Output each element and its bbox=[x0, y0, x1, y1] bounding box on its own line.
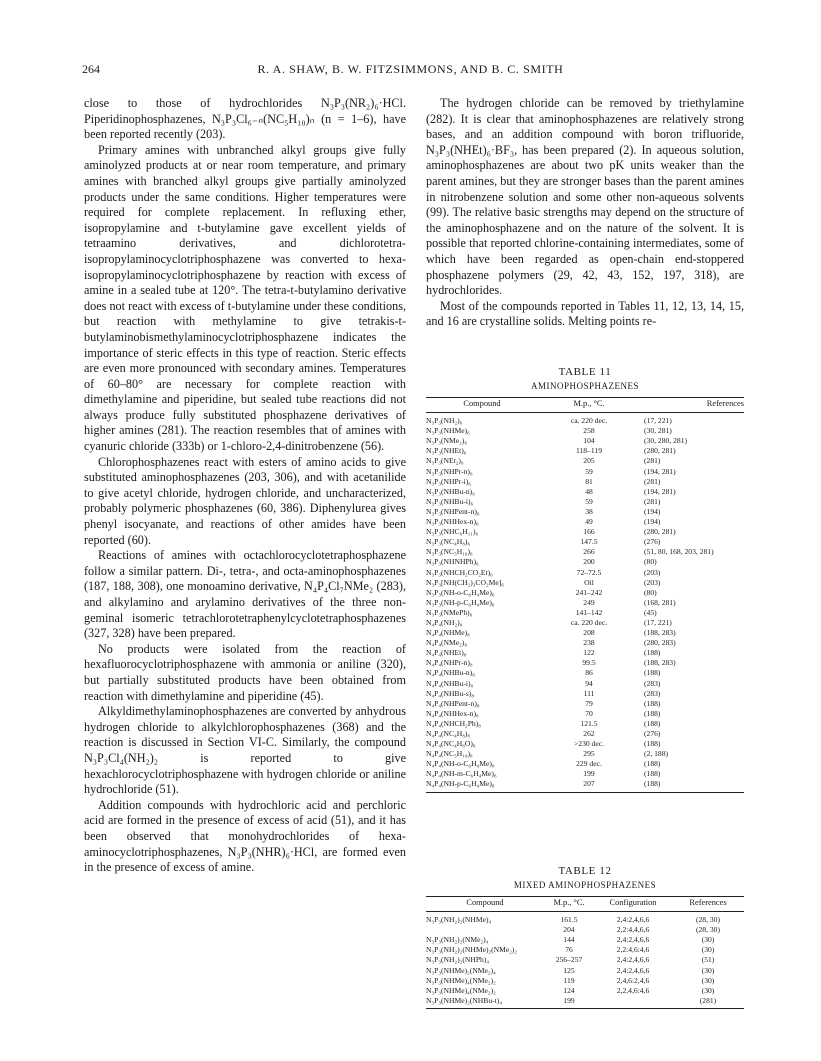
table-cell: N₄P₄(NH-m-C₆H₄Me)₈ bbox=[426, 769, 497, 779]
table-row bbox=[426, 759, 744, 769]
table-row bbox=[426, 668, 744, 678]
table-cell: N₄P₄(NMe₂)₈ bbox=[426, 638, 467, 648]
table-cell: (281) bbox=[644, 476, 661, 486]
table-cell: (17, 221) bbox=[644, 617, 672, 627]
table-cell: (280, 283) bbox=[644, 638, 676, 648]
table-row bbox=[426, 648, 744, 658]
table-cell: 125 bbox=[563, 965, 575, 975]
table-row bbox=[426, 456, 744, 466]
table-row bbox=[426, 679, 744, 689]
table-cell: N₄P₄(NH-p-C₆H₄Me)₈ bbox=[426, 779, 538, 792]
table-cell: N₃P₃(NH₂)₂(NMe₂)₄ bbox=[426, 935, 489, 945]
table-cell: N₃P₃(NH-p-C₆H₄Me)₆ bbox=[426, 597, 495, 607]
table-cell: N₄P₄(NC₄H₈O)₈ bbox=[426, 739, 476, 749]
table-cell: N₄P₄(NH-o-C₆H₄Me)₈ bbox=[426, 759, 495, 769]
table-cell: (30) bbox=[701, 975, 715, 985]
table-row bbox=[426, 925, 744, 935]
table-cell: 76 bbox=[565, 945, 573, 955]
table-cell: 144 bbox=[563, 935, 575, 945]
table-cell: (188) bbox=[644, 668, 661, 678]
table-cell: N₃P₃(NMe₂)₆ bbox=[426, 436, 467, 446]
table-cell: N₃P₃(NC₅H₁₀)₆ bbox=[426, 547, 473, 557]
table-row bbox=[426, 557, 744, 567]
table-cell: 2,4:2,4,6,6 bbox=[616, 915, 650, 925]
table-cell: (203) bbox=[644, 577, 661, 587]
table-cell: (203) bbox=[644, 567, 661, 577]
table-cell: 205 bbox=[583, 456, 595, 466]
table-11 bbox=[426, 365, 744, 793]
table-cell: N₃P₃(NHBu-i)₆ bbox=[426, 496, 474, 506]
table-cell: (45) bbox=[644, 607, 657, 617]
table-cell: N₄P₄(NHPent-n)₈ bbox=[426, 698, 480, 708]
table-header-row bbox=[426, 398, 744, 413]
table-row bbox=[426, 497, 744, 507]
table-cell: N₄P₄(NHBu-n)₈ bbox=[426, 668, 475, 678]
table-cell: 2,4,6:2,4,6 bbox=[616, 975, 650, 985]
column-header: Compound bbox=[426, 398, 538, 413]
table-cell: (188) bbox=[644, 698, 661, 708]
column-header: References bbox=[640, 398, 744, 413]
paragraph: Primary amines with unbranched alkyl groups give fully aminolyzed products at or near room temperature, and primary amines with branched alkyl groups give partially aminolyzed products under the same conditions. Higher temperatures were required for complete replacement. In refluxing ether, isopropylamine and t-butylamine gave excellent yields of tetraamino derivatives, and dichlorotetra-isopropylaminocyclotriphosphazene was converted to hexa-isopropylaminocyclotriphosphazene by reaction with excess of amine in a sealed tube at 120°. The tetra-t-butylamino derivative does not react with excess of t-butylamine under these conditions, but reaction with methylamine to give tetrakis-t-butylaminobismethylaminocyclotriphosphazene indicates the importance of steric effects in this type of reaction. Steric effects are even more pronounced with secondary amines. Temperatures of 60–80° are necessary for complete reaction with dimethylamine and piperidine, but sealed tube reactions did not always produce fully substituted phosphazene derivatives of higher amines (281). The reaction resembles that of amines with cyanuric chloride (333b) or 1-chloro-2,4-dinitrobenzene (56). bbox=[84, 142, 406, 454]
table-row bbox=[426, 477, 744, 487]
table-cell: (281) bbox=[644, 456, 661, 466]
table-row bbox=[426, 769, 744, 779]
table-row bbox=[426, 537, 744, 547]
table-row bbox=[426, 426, 744, 436]
table-cell: N₃P₃(NHCH₂CO₂Et)₆ bbox=[426, 567, 493, 577]
table-cell: (188) bbox=[644, 739, 661, 749]
table-cell: N₃P₃(NH₂)₂(NHMe)₂(NMe₂)₂ bbox=[426, 945, 518, 955]
table-cell: 147.5 bbox=[580, 537, 598, 547]
table-cell: 72–72.5 bbox=[576, 567, 602, 577]
table-cell: N₃P₃[NH(CH₂)₃CO₂Me]₆ bbox=[426, 577, 504, 587]
table-row bbox=[426, 638, 744, 648]
column-header: M.p., °C. bbox=[538, 398, 640, 413]
table-cell: 2,4:2,4,6,6 bbox=[616, 935, 650, 945]
table-cell: (188, 283) bbox=[644, 658, 676, 668]
table-cell: 229 dec. bbox=[576, 759, 602, 769]
table-row bbox=[426, 598, 744, 608]
table-row bbox=[426, 709, 744, 719]
table-row bbox=[426, 568, 744, 578]
table-cell: N₃P₃(NH₂)₂(NHMe)₄ bbox=[426, 915, 492, 925]
table-cell: (17, 221) bbox=[644, 416, 672, 426]
left-column bbox=[84, 96, 406, 876]
table-cell: 166 bbox=[583, 527, 595, 537]
table-cell: 2,4:2,4,6,6 bbox=[616, 955, 650, 965]
table-cell: 2,4:2,4,6,6 bbox=[616, 965, 650, 975]
table-caption: MIXED AMINOPHOSPHAZENES bbox=[513, 880, 657, 890]
table-cell: 200 bbox=[583, 557, 595, 567]
paragraph: The hydrogen chloride can be removed by triethylamine (282). It is clear that aminophosphazenes are relatively strong bases, and an addition compound with boron trifluoride, N₃P₃(NHEt)₆·BF₃, has been prepared (2). In aqueous solution, aminophosphazenes are about two pK units weaker than the parent amines, but they are stronger bases than the parent amines in nitrobenzene solution and some other non-aqueous solvents (99). The relative basic strengths may depend on the structure of the aminophosphazene and on the nature of the solvent. It is possible that reported chlorine-containing intermediates, some of which have been regarded as open-chain end-stoppered phosphazene polymers (29, 42, 43, 152, 197, 318), are hydrochlorides. bbox=[426, 96, 744, 298]
table-row bbox=[426, 436, 744, 446]
table-cell: (51) bbox=[701, 955, 715, 965]
column-header: M.p., °C. bbox=[544, 897, 594, 912]
column-header: References bbox=[672, 897, 744, 912]
paragraph: Addition compounds with hydrochloric acid and perchloric acid are formed in the presence of excess of acid (51), and it has been observed that monohydrochlorides of hexa-aminocyclotriphosphazenes, N₃P₃(NHR)₆·HCl, are formed even in the presence of excess of amine. bbox=[84, 797, 406, 875]
table-cell bbox=[594, 996, 672, 1009]
table-cell: N₃P₃(NC₄H₈)₆ bbox=[426, 537, 471, 547]
table-cell: (188) bbox=[644, 769, 661, 779]
paragraph: close to those of hydrochlorides N₃P₃(NR₂)₆·HCl. Piperidinophosphazenes, N₃P₃Cl₆₋ₙ(NC₅H₁₀)ₙ (n = 1–6), have been reported recently (203). bbox=[84, 96, 406, 142]
table-cell: 2,2,4,6:4,6 bbox=[616, 985, 650, 995]
table-row bbox=[426, 658, 744, 668]
table-cell: N₄P₄(NC₄H₈)₈ bbox=[426, 729, 471, 738]
table-row bbox=[426, 935, 744, 945]
table-cell: 199 bbox=[583, 769, 595, 779]
table-row bbox=[426, 618, 744, 628]
table-cell: (188) bbox=[644, 759, 661, 769]
table-row bbox=[426, 547, 744, 557]
table-cell: 295 bbox=[583, 749, 595, 759]
table-11-body bbox=[426, 413, 744, 792]
table-cell: 48 bbox=[585, 486, 593, 496]
table-cell: 122 bbox=[583, 648, 595, 658]
table-row bbox=[426, 986, 744, 996]
table-cell: 49 bbox=[585, 517, 593, 527]
table-cell: (30) bbox=[701, 935, 715, 945]
table-row bbox=[426, 588, 744, 598]
table-cell: (168, 281) bbox=[644, 597, 676, 607]
table-cell: (30) bbox=[701, 945, 715, 955]
table-cell: (188) bbox=[644, 718, 661, 728]
table-cell: 121.5 bbox=[580, 718, 598, 728]
table-cell: N₃P₃(NHPr-i)₆ bbox=[426, 476, 471, 486]
table-cell: 2,2:4,6:4,6 bbox=[616, 945, 650, 955]
table-row bbox=[426, 976, 744, 986]
table-cell: N₄P₄(NHPr-n)₈ bbox=[426, 658, 473, 668]
table-cell: >230 dec. bbox=[573, 739, 604, 749]
table-row bbox=[426, 779, 744, 792]
paragraph: Most of the compounds reported in Tables 11, 12, 13, 14, 15, and 16 are crystalline solids. Melting points re- bbox=[426, 298, 744, 329]
table-cell: (188, 283) bbox=[644, 628, 676, 638]
table-row bbox=[426, 966, 744, 976]
table-cell: 141–142 bbox=[575, 607, 603, 617]
table-cell: (30) bbox=[701, 965, 715, 975]
table-cell: N₃P₃(NHHex-n)₆ bbox=[426, 517, 479, 527]
table-cell: (80) bbox=[644, 587, 657, 597]
table-cell: 94 bbox=[585, 678, 593, 688]
table-row bbox=[426, 955, 744, 965]
table-cell: Oil bbox=[584, 577, 594, 587]
table-cell: (194, 281) bbox=[644, 486, 676, 496]
table-row bbox=[426, 517, 744, 527]
table-cell: 241–242 bbox=[575, 587, 603, 597]
table-cell: (30) bbox=[701, 985, 715, 995]
paragraph: Chlorophosphazenes react with esters of amino acids to give substituted aminophosphazenes (203, 306), and with acetanilide to give acetyl chloride, hydrogen chloride, and uncharacterized, probably polymeric phosphazenes (60, 386). Diphenylurea gives phenyl isocyanate, and reactions of other amides have been reported (60). bbox=[84, 454, 406, 547]
table-row bbox=[426, 413, 744, 427]
table-cell: (276) bbox=[644, 729, 661, 738]
table-cell: N₃P₃(NHNHPh)₆ bbox=[426, 557, 479, 567]
table-cell: ca. 220 dec. bbox=[570, 617, 608, 627]
table-cell: N₄P₄(NHBu-i)₈ bbox=[426, 678, 474, 688]
table-cell: 238 bbox=[583, 638, 595, 648]
table-12 bbox=[426, 864, 744, 1009]
table-cell: 86 bbox=[585, 668, 593, 678]
paragraph: Alkyldimethylaminophosphazenes are converted by anhydrous hydrogen chloride to alkylchlorophosphazenes (368) and the reaction is discussed in Section VI-C. Similarly, the compound N₃P₃Cl₄(NH₂)₂ is reported to give hexachlorocyclotriphosphazene with hydrogen chloride or aniline hydrochloride (51). bbox=[84, 704, 406, 797]
column-header: Configuration bbox=[594, 897, 672, 912]
table-row bbox=[426, 578, 744, 588]
table-row bbox=[426, 729, 744, 739]
table-cell: 161.5 bbox=[560, 915, 578, 925]
table-cell: (188) bbox=[640, 779, 744, 792]
table-11-grid bbox=[426, 397, 744, 793]
table-row bbox=[426, 749, 744, 759]
table-cell: (188) bbox=[644, 708, 661, 718]
table-cell: N₃P₃(NHBu-n)₆ bbox=[426, 486, 475, 496]
table-cell bbox=[426, 925, 544, 935]
table-cell: N₃P₃(NH₂)₆ bbox=[426, 416, 463, 426]
table-cell: 2,2:4,4,6,6 bbox=[616, 925, 650, 935]
table-row bbox=[426, 467, 744, 477]
table-cell: N₃P₃(NHC₆H₁₁)₆ bbox=[426, 527, 479, 537]
table-cell: N₄P₄(NH₂)₈ bbox=[426, 617, 463, 627]
table-caption: AMINOPHOSPHAZENES bbox=[530, 381, 639, 391]
table-cell: (28, 30) bbox=[695, 915, 721, 925]
table-row bbox=[426, 527, 744, 537]
table-cell: N₃P₃(NHPent-n)₆ bbox=[426, 506, 480, 516]
table-cell: (194, 281) bbox=[644, 466, 676, 476]
table-cell: (80) bbox=[644, 557, 657, 567]
table-cell: 262 bbox=[583, 729, 595, 738]
table-cell: 204 bbox=[563, 925, 575, 935]
table-cell: N₃P₃(NHMe)₆ bbox=[426, 426, 470, 436]
table-cell: (276) bbox=[644, 537, 661, 547]
paragraph: Reactions of amines with octachlorocyclotetraphosphazene follow a similar pattern. Di-, tetra-, and octa-aminophosphazenes (187, 188, 308), one monoamino derivative, N₄P₄Cl₇NMe₂ (283), and alkylamino and arylamino derivatives of the three non-geminal isomeric tetrachlorotetraphenylcyclotetraphosphazenes (327, 328) have been prepared. bbox=[84, 548, 406, 641]
table-cell: ca. 220 dec. bbox=[570, 416, 608, 426]
table-cell: (188) bbox=[644, 648, 661, 658]
table-cell: 99.5 bbox=[582, 658, 596, 668]
table-cell: (2, 188) bbox=[644, 749, 669, 759]
table-cell: N₄P₄(NHMe)₈ bbox=[426, 628, 470, 638]
table-cell: 258 bbox=[583, 426, 595, 436]
table-cell: (51, 80, 168, 203, 281) bbox=[644, 547, 714, 557]
table-cell: N₃P₃(NHEt)₆ bbox=[426, 446, 467, 456]
table-cell: (30, 281) bbox=[644, 426, 672, 436]
table-cell: 59 bbox=[585, 496, 593, 506]
table-cell: (280, 281) bbox=[644, 446, 676, 456]
table-row bbox=[426, 719, 744, 729]
table-cell: 266 bbox=[583, 547, 595, 557]
table-row bbox=[426, 689, 744, 699]
table-cell: (30, 280, 281) bbox=[644, 436, 688, 446]
table-cell: (283) bbox=[644, 678, 661, 688]
table-cell: (194) bbox=[644, 506, 661, 516]
table-cell: 208 bbox=[583, 628, 595, 638]
table-cell: (281) bbox=[644, 496, 661, 506]
table-cell: N₃P₃(NH-o-C₆H₄Me)₆ bbox=[426, 587, 495, 597]
table-cell: 119 bbox=[563, 975, 575, 985]
table-row bbox=[426, 487, 744, 497]
page-header bbox=[82, 62, 739, 80]
table-cell: N₄P₄(NHHex-n)₈ bbox=[426, 708, 479, 718]
table-title: TABLE 11 bbox=[558, 366, 612, 378]
table-cell: 249 bbox=[583, 597, 595, 607]
table-cell: N₃P₃(NEt₂)₆ bbox=[426, 456, 464, 466]
table-cell: N₃P₃(NHPr-n)₆ bbox=[426, 466, 473, 476]
table-cell: (280, 281) bbox=[644, 527, 676, 537]
table-cell: 118–119 bbox=[575, 446, 602, 456]
table-row bbox=[426, 996, 744, 1009]
table-cell: N₃P₃(NH₂)₂(NHPh)₄ bbox=[426, 955, 490, 965]
table-row bbox=[426, 507, 744, 517]
paragraph: No products were isolated from the reaction of hexafluorocyclotriphosphazene with ammonia or aniline (320), but partially substituted products have been obtained from reaction with dimethylamine and piperidine (45). bbox=[84, 641, 406, 703]
table-cell: (28, 30) bbox=[695, 925, 721, 935]
column-header: Compound bbox=[426, 897, 544, 912]
table-cell: 70 bbox=[585, 708, 593, 718]
table-cell: 38 bbox=[585, 506, 593, 516]
table-cell: N₄P₄(NHEt)₈ bbox=[426, 648, 467, 658]
table-12-grid bbox=[426, 896, 744, 1009]
table-cell: N₃P₃(NHMe)₂(NMe₂)₄ bbox=[426, 965, 496, 975]
table-row bbox=[426, 628, 744, 638]
table-row bbox=[426, 446, 744, 456]
table-cell: 199 bbox=[544, 996, 594, 1009]
table-cell: 79 bbox=[585, 698, 593, 708]
table-cell: 59 bbox=[585, 466, 593, 476]
table-cell: N₃P₃(NHMe)₄(NMe₂)₂ bbox=[426, 985, 496, 995]
table-cell: 104 bbox=[583, 436, 595, 446]
table-cell: 256–257 bbox=[555, 955, 583, 965]
table-cell: 111 bbox=[583, 688, 595, 698]
table-row bbox=[426, 945, 744, 955]
table-cell: N₄P₄(NHBu-s)₈ bbox=[426, 688, 475, 698]
table-cell: N₃P₃(NMePh)₆ bbox=[426, 607, 473, 617]
running-authors: R. A. SHAW, B. W. FITZSIMMONS, AND B. C. SMITH bbox=[257, 62, 564, 76]
table-row bbox=[426, 739, 744, 749]
table-cell: N₃P₃(NHMe)₄(NMe₂)₂ bbox=[426, 975, 496, 985]
table-cell: (194) bbox=[644, 517, 661, 527]
table-cell: 81 bbox=[585, 476, 593, 486]
table-cell: 207 bbox=[538, 779, 640, 792]
table-row bbox=[426, 912, 744, 926]
table-cell: (283) bbox=[644, 688, 661, 698]
table-cell: N₄P₄(NC₅H₁₀)₈ bbox=[426, 749, 473, 759]
table-12-body bbox=[426, 912, 744, 1009]
table-header-row bbox=[426, 897, 744, 912]
table-row bbox=[426, 608, 744, 618]
table-cell: (281) bbox=[672, 996, 744, 1009]
table-row bbox=[426, 699, 744, 709]
right-column bbox=[426, 96, 744, 330]
table-title: TABLE 12 bbox=[558, 865, 612, 877]
page-number: 264 bbox=[82, 62, 100, 76]
table-cell: N₄P₄(NHCH₂Ph)₈ bbox=[426, 718, 481, 728]
table-cell: 124 bbox=[563, 985, 575, 995]
table-cell: N₃P₃(NHMe)₂(NHBu-t)₄ bbox=[426, 996, 544, 1009]
